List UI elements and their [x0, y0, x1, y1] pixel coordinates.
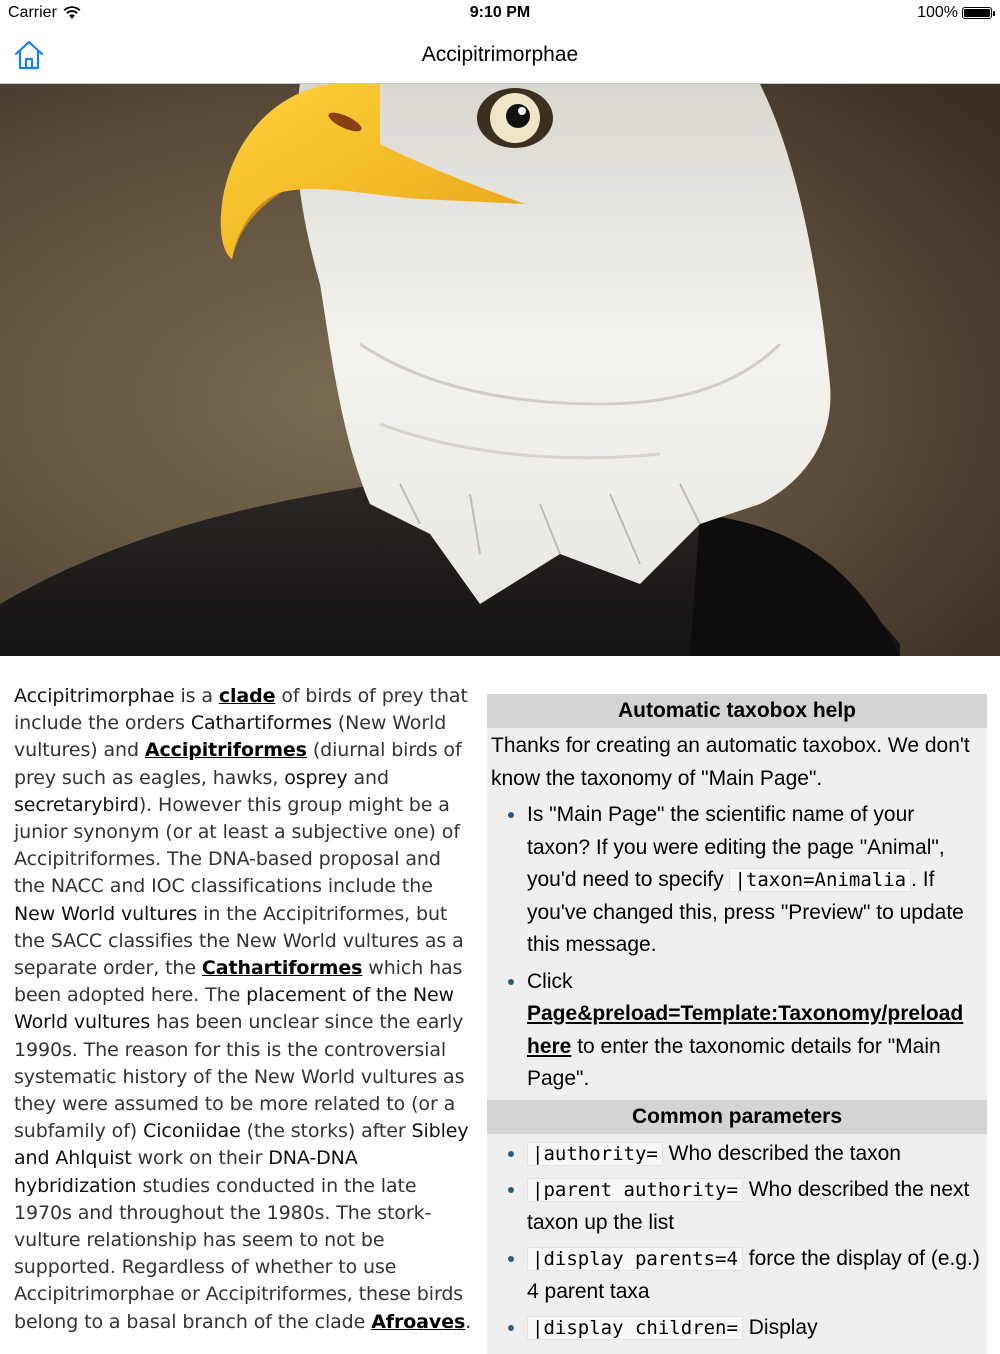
- code-snippet: |taxon=Animalia: [729, 868, 911, 892]
- text-run: to enter the taxonomic details for "Main Page".: [527, 1034, 941, 1090]
- parameter-description: Who described the next taxon up the list: [527, 1178, 970, 1234]
- parameter-code: |parent authority=: [527, 1178, 743, 1202]
- battery-percent: 100%: [917, 4, 958, 21]
- battery-icon: [962, 7, 992, 19]
- status-right: [917, 4, 992, 22]
- link-accipitriformes[interactable]: Accipitriformes: [144, 739, 307, 762]
- text-run: Ciconiidae: [143, 1120, 241, 1143]
- link-cathartiformes[interactable]: Cathartiformes: [201, 957, 363, 980]
- text-run: .: [465, 1310, 472, 1333]
- navigation-bar: [0, 28, 1000, 84]
- text-run: is a: [174, 685, 219, 707]
- hero-image: [0, 84, 1000, 656]
- text-run: has been unclear since the early 1990s. The reason for this is the controversial systematic history of the New World vultures as they were assumed to be more related to (or a subfamily of): [14, 1011, 465, 1143]
- parameter-code: |display parents=4: [527, 1247, 743, 1271]
- parameter-code: |authority=: [527, 1142, 663, 1166]
- text-run: ). However this group might be a junior synonym (or at least a subjective one) of Accipitriformes. The DNA-based proposal and the NACC and IOC classifications include the: [14, 793, 460, 898]
- text-run: work on their: [131, 1147, 269, 1170]
- parameter-description: force the display of (e.g.) 4 parent taxa: [527, 1247, 980, 1303]
- parameter-item: [527, 1174, 981, 1239]
- text-run: osprey: [284, 766, 348, 789]
- text-run: in the Accipitriformes, but the SACC classifies the New World vultures as a separate order, the: [14, 902, 464, 980]
- taxobox-help-list: [487, 799, 987, 1096]
- parameter-description: Display: [742, 1316, 818, 1339]
- text-run: placement of the New World vultures: [14, 984, 454, 1034]
- text-run: Accipitrimorphae: [14, 685, 175, 707]
- parameter-item: [527, 1138, 981, 1171]
- text-run: Cathartiformes: [190, 712, 332, 735]
- text-run: studies conducted in the late 1970s and throughout the 1980s. The stork-vulture relationship has seem to not be supported. Regardless of whether to use Accipitrimorphae or Accipitriformes, these birds belong to a basal branch of the clade: [14, 1174, 464, 1333]
- text-run: (New World vultures) and: [14, 712, 447, 762]
- text-run: . If you've changed this, press "Preview" to update this message.: [527, 868, 964, 956]
- parameter-code: |display children=: [527, 1316, 743, 1340]
- parameter-item: [527, 1312, 981, 1345]
- battery-level: [964, 9, 990, 17]
- preload-link[interactable]: Page&preload=Template:Taxonomy/preload: [527, 1002, 964, 1025]
- bald-eagle-image: [0, 84, 1000, 656]
- text-run: and: [347, 766, 389, 789]
- common-parameters-heading: Common parameters: [487, 1100, 987, 1134]
- taxobox-help-box: [487, 694, 987, 1354]
- taxobox-help-heading: Automatic taxobox help: [487, 694, 987, 728]
- status-time: 9:10 PM: [469, 4, 531, 21]
- link-afroaves[interactable]: Afroaves: [371, 1310, 466, 1333]
- parameters-list: [487, 1138, 987, 1345]
- text-run: of birds of prey that include the orders: [14, 685, 468, 735]
- text-run: (the storks) after: [240, 1120, 412, 1143]
- status-bar: [0, 0, 1000, 28]
- text-run: Click: [527, 969, 573, 993]
- page-title: Accipitrimorphae: [421, 43, 579, 66]
- list-item: [527, 799, 981, 962]
- text-run: Sibley and Ahlquist: [14, 1120, 469, 1170]
- text-run: Is "Main Page" the scientific name of your taxon? If you were editing the page "Animal", you'd need to specify: [527, 803, 945, 891]
- text-run: New World vultures: [14, 902, 198, 925]
- taxobox-help-intro: Thanks for creating an automatic taxobox. We don't know the taxonomy of "Main Page".: [491, 734, 970, 790]
- text-run: secretarybird: [14, 793, 139, 816]
- carrier-label: Carrier: [8, 4, 57, 21]
- parameter-item: [527, 1243, 981, 1308]
- parameter-description: Who described the taxon: [662, 1141, 901, 1165]
- link-clade[interactable]: clade: [218, 685, 276, 707]
- text-run: (diurnal birds of prey such as eagles, hawks,: [14, 739, 462, 789]
- text-run: which has been adopted here. The: [14, 957, 463, 1007]
- here-link[interactable]: here: [527, 1034, 572, 1058]
- article-paragraph: [14, 683, 472, 1336]
- text-run: DNA-DNA hybridization: [14, 1147, 358, 1197]
- list-item: [527, 966, 981, 1096]
